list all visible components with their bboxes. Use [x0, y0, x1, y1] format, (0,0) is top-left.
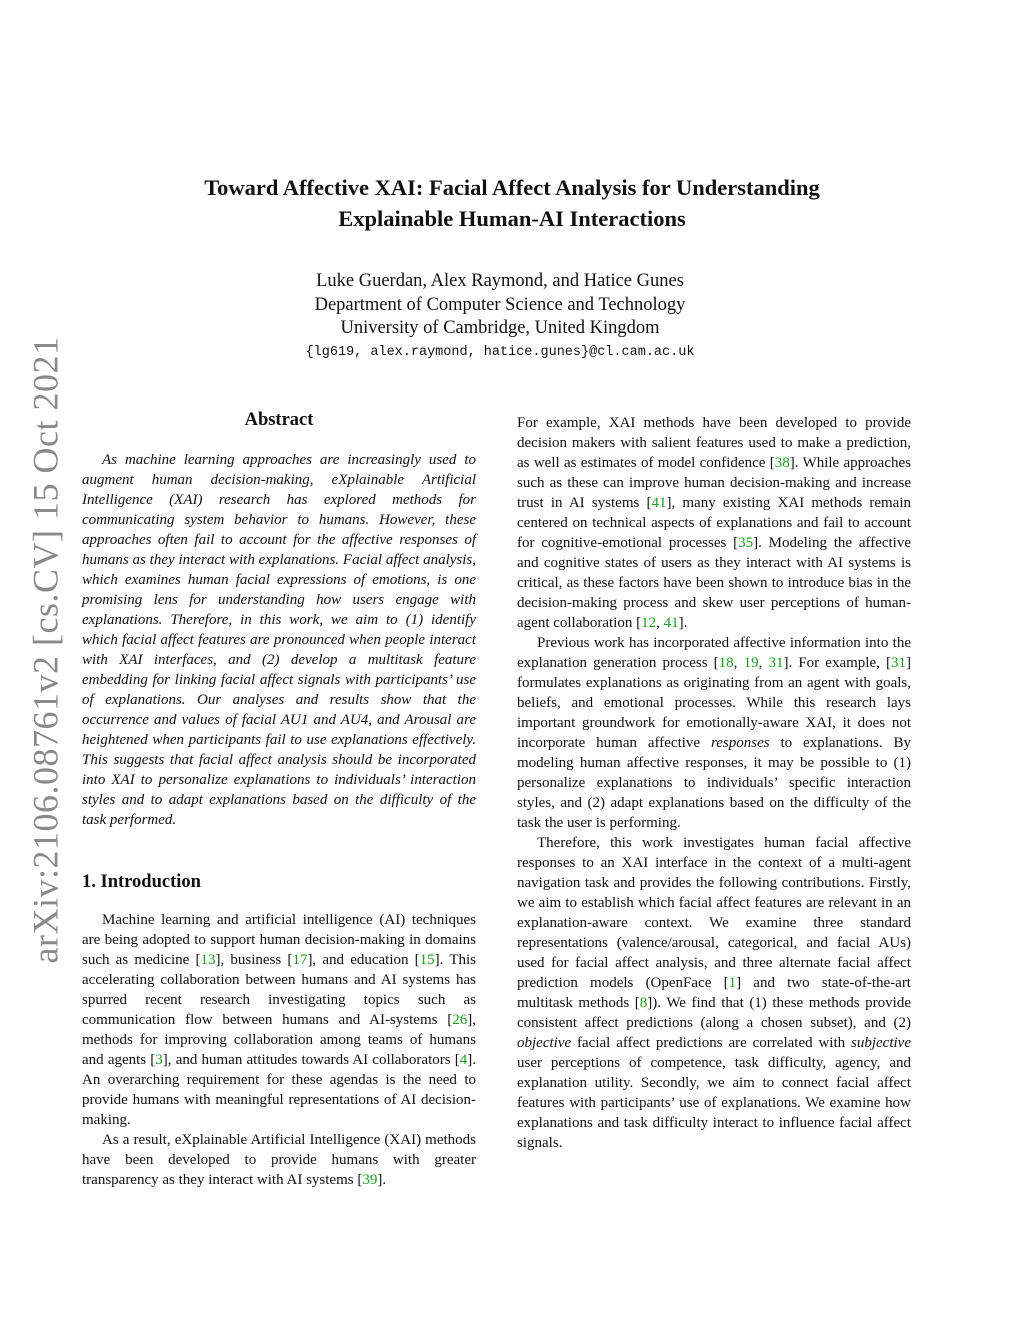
abstract-heading: Abstract	[244, 410, 314, 430]
left-column	[82, 410, 476, 1190]
citation-link[interactable]: 38	[774, 455, 790, 471]
citation-link[interactable]: 35	[738, 535, 754, 551]
emphasis: subjective	[851, 1035, 911, 1051]
right-paragraph-2: Previous work has incorporated affective information into the explanation generation process [18, 19, 31]. For example, [31] formulates explanations as originating from an agent with goals, beliefs, and emotional processes. While this research lays important groundwork for emotionally-aware XAI, it does not incorporate human affective responses to explanations. By modeling human affective responses, it may be possible to (1) personalize explanations to individuals’ specific interaction styles, and (2) adapt explanations based on the difficulty of the task the user is performing.	[517, 635, 911, 831]
citation-link[interactable]: 41	[663, 615, 679, 631]
citation-link[interactable]: 12	[641, 615, 657, 631]
citation-link[interactable]: 31	[891, 655, 906, 671]
citation-link[interactable]: 3	[155, 1052, 163, 1068]
title-line-1: Toward Affective XAI: Facial Affect Analysis for Understanding	[204, 175, 820, 200]
university: University of Cambridge, United Kingdom	[340, 318, 660, 338]
author-block	[200, 270, 800, 341]
citation-link[interactable]: 19	[743, 655, 759, 671]
title-line-2: Explainable Human-AI Interactions	[338, 206, 686, 231]
intro-heading: 1. Introduction	[82, 872, 201, 892]
citation-link[interactable]: 4	[459, 1052, 468, 1068]
right-paragraph-3: Therefore, this work investigates human facial affective responses to an XAI interface in the context of a multi-agent navigation task and provides the following contributions. Firstly, we aim to establish which facial affect features are relevant in an explanation-aware context. We examine three standard representations (valence/arousal, categorical, and facial AUs) used for facial affect analysis, and three alternate facial affect prediction models (OpenFace [1] and two state-of-the-art multitask methods [8]). We find that (1) these methods provide consistent affect predictions (along a chosen subset), and (2) objective facial affect predictions are correlated with subjective user perceptions of competence, task difficulty, agency, and explanation utility. Secondly, we aim to connect facial affect features with participants’ use of explanations. We examine how explanations and task difficulty interact to influence facial affect signals.	[517, 835, 911, 1151]
email: {lg619, alex.raymond, hatice.gunes}@cl.cam.ac.uk	[305, 345, 695, 360]
citation-link[interactable]: 13	[200, 952, 216, 968]
arxiv-stamp	[20, 336, 70, 964]
abstract-body: As machine learning approaches are increasingly used to augment human decision-making, eXplainable Artificial Intelligence (XAI) research has explored methods for communicating system behavior to humans. However, these approaches often fail to account for the affective responses of humans as they interact with explanations. Facial affect analysis, which examines human facial expressions of emotions, is one promising lens for understanding how users engage with explanations. Therefore, in this work, we aim to (1) identify which facial affect features are pronounced when people interact with XAI interfaces, and (2) develop a multitask feature embedding for linking facial affect signals with participants’ use of explanations. Our analyses and results show that the occurrence and values of facial AU1 and AU4, and Arousal are heightened when participants fail to use explanations effectively. This suggests that facial affect analysis should be incorporated into XAI to personalize explanations to individuals’ interaction styles and to adapt explanations based on the difficulty of the task performed.	[82, 452, 476, 828]
arxiv-id: arXiv:2106.08761v2 [cs.CV] 15 Oct 2021	[25, 336, 66, 964]
citation-link[interactable]: 41	[651, 495, 667, 511]
citation-link[interactable]: 15	[419, 952, 435, 968]
department: Department of Computer Science and Technology	[314, 294, 686, 315]
citation-link[interactable]: 8	[639, 995, 648, 1011]
citation-link[interactable]: 18	[718, 655, 734, 671]
emphasis: responses	[710, 735, 770, 751]
citation-link[interactable]: 39	[362, 1172, 378, 1188]
citation-link[interactable]: 1	[728, 975, 737, 991]
paper-title	[120, 172, 904, 234]
right-column	[517, 413, 911, 1153]
citation-link[interactable]: 31	[768, 655, 784, 671]
citation-link[interactable]: 17	[292, 952, 308, 968]
emphasis: objective	[517, 1035, 572, 1051]
authors: Luke Guerdan, Alex Raymond, and Hatice Gunes	[316, 271, 684, 291]
intro-paragraph-1: Machine learning and artificial intelligence (AI) techniques are being adopted to support human decision-making in domains such as medicine [13], business [17], and education [15]. This accelerating collaboration between humans and AI systems has spurred recent research investigating topics such as communication flow between humans and AI-systems [26], methods for improving collaboration among teams of humans and agents [3], and human attitudes towards AI collaborators [4]. An overarching requirement for these agendas is the need to provide humans with meaningful representations of AI decision-making.	[82, 912, 476, 1128]
citation-link[interactable]: 26	[452, 1012, 468, 1028]
right-paragraph-1: For example, XAI methods have been developed to provide decision makers with salient features used to make a prediction, as well as estimates of model confidence [38]. While approaches such as these can improve human decision-making and increase trust in AI systems [41], many existing XAI methods remain centered on technical aspects of explanations and fail to account for cognitive-emotional processes [35]. Modeling the affective and cognitive states of users as they interact with AI systems is critical, as these factors have been shown to introduce bias in the decision-making process and skew user perceptions of human-agent collaboration [12, 41].	[517, 415, 911, 631]
intro-paragraph-2: As a result, eXplainable Artificial Intelligence (XAI) methods have been developed to provide humans with greater transparency as they interact with AI systems [39].	[82, 1132, 476, 1188]
